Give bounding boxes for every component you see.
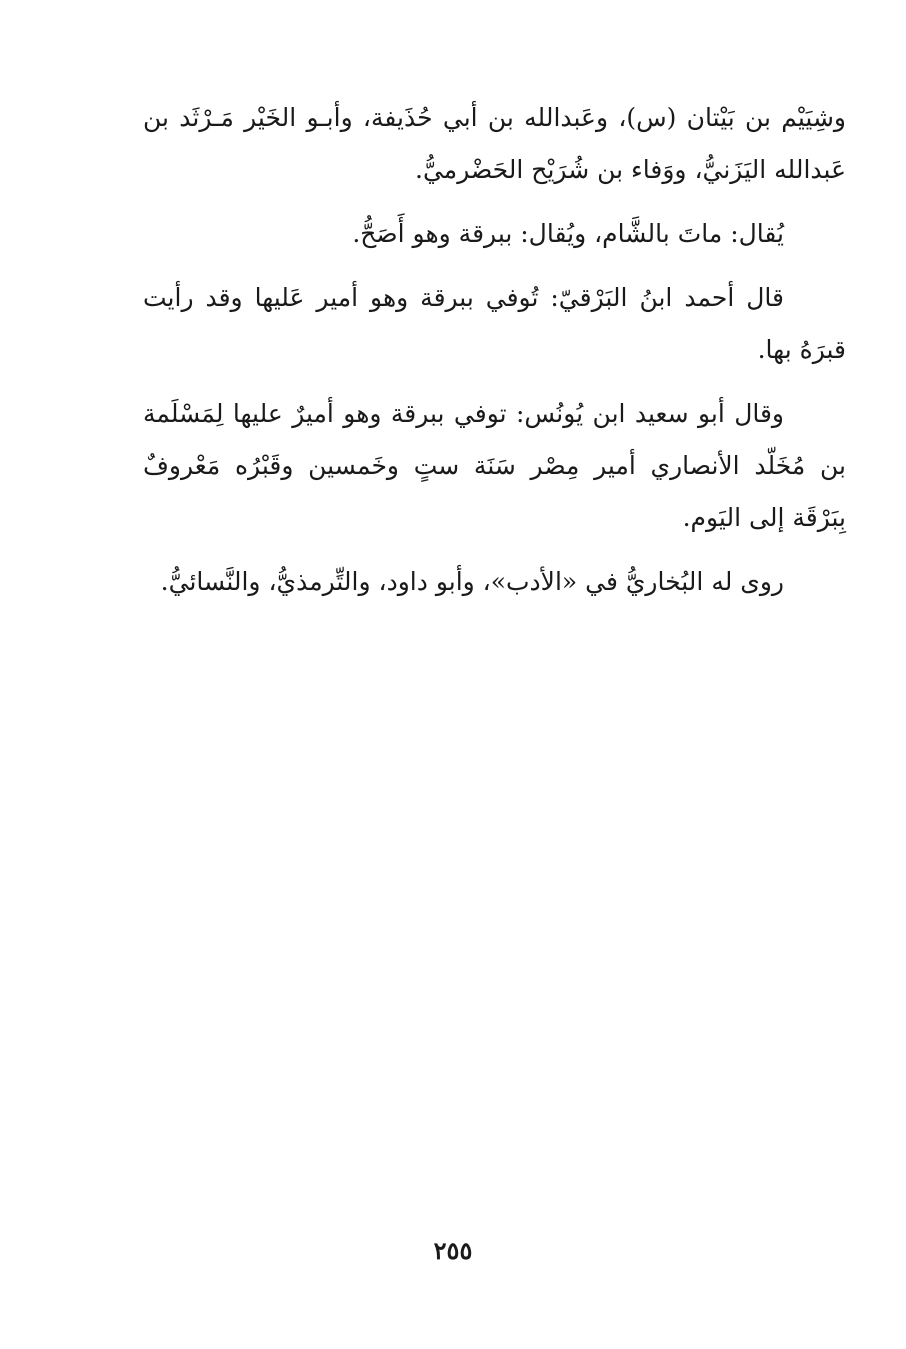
- paragraph-ibn-yunus-report: وقال أبو سعيد ابن يُونُس: توفي ببرقة وهو أميرٌ عليها لِمَسْلَمة بن مُخَلّد الأنصاري أمير مِصْر سَنَة ستٍ وخَمسين وقَبْرُه مَعْروفٌ بِبَرْقَة إلى اليَوم.: [143, 399, 846, 532]
- paragraph-narrated-by: روى له البُخاريُّ في «الأدب»، وأبو داود، والتِّرمذيُّ، والنَّسائيُّ.: [160, 567, 784, 596]
- page-number: ٢٥٥: [433, 1236, 473, 1265]
- body-text: [143, 92, 846, 620]
- paragraph-barqi-report: قال أحمد ابنُ البَرْقيّ: تُوفي ببرقة وهو أمير عَليها وقد رأيت قبرَهُ بها.: [143, 283, 846, 364]
- paragraph-death-place: يُقال: ماتَ بالشَّام، ويُقال: ببرقة وهو أَصَحُّ.: [352, 219, 784, 248]
- paragraph-narrators-list: وشِيَيْم بن بَيْتان (س)، وعَبدالله بن أبي حُذَيفة، وأبـو الخَيْر مَـرْثَد بن عَبدالله اليَزَنيُّ، ووَفاء بن شُرَيْح الحَضْرميُّ.: [143, 103, 846, 184]
